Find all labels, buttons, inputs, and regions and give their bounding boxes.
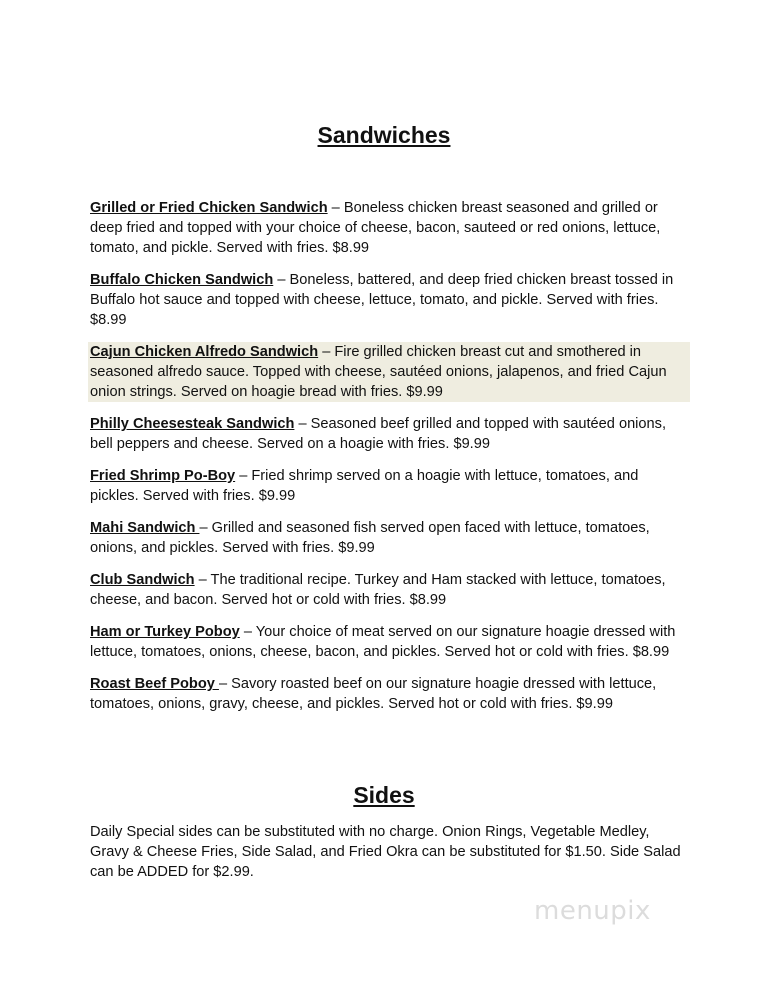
item-name: Buffalo Chicken Sandwich [90, 272, 274, 288]
list-item [90, 414, 682, 454]
item-name: Roast Beef Poboy [90, 676, 219, 692]
item-description: – Fried shrimp served on a hoagie with lettuce, tomatoes, and pickles. Served with fries. $9.99 [90, 468, 639, 504]
list-item [90, 570, 682, 610]
item-description: – Boneless chicken breast seasoned and grilled or deep fried and topped with your choice of cheese, bacon, sauteed or red onions, lettuce, tomato, and pickle. Served with fries. $8.99 [90, 200, 661, 256]
item-description: – The traditional recipe. Turkey and Ham stacked with lettuce, tomatoes, cheese, and bacon. Served hot or cold with fries. $8.99 [90, 572, 666, 608]
item-description: – Grilled and seasoned fish served open faced with lettuce, tomatoes, onions, and pickles. Served with fries. $9.99 [90, 520, 650, 556]
sides-title: Sides [353, 782, 415, 808]
item-description: – Your choice of meat served on our signature hoagie dressed with lettuce, tomatoes, onions, cheese, bacon, and pickles. Served hot or cold with fries. $8.99 [90, 624, 676, 660]
list-item [90, 622, 682, 662]
list-item [90, 674, 682, 714]
item-name: Philly Cheesesteak Sandwich [90, 416, 295, 432]
list-item [90, 198, 682, 258]
page-title: Sandwiches [317, 122, 451, 148]
list-item [90, 270, 682, 330]
item-description: – Seasoned beef grilled and topped with sautéed onions, bell peppers and cheese. Served on a hoagie with fries. $9.99 [90, 416, 667, 452]
item-description: – Fire grilled chicken breast cut and smothered in seasoned alfredo sauce. Topped with cheese, sautéed onions, jalapenos, and fried Cajun onion strings. Served on hoagie bread with fries. $9.99 [90, 344, 667, 400]
list-item-highlighted [88, 342, 690, 402]
item-name: Cajun Chicken Alfredo Sandwich [90, 344, 319, 360]
sandwich-list [90, 198, 682, 726]
list-item [90, 466, 682, 506]
item-name: Mahi Sandwich [90, 520, 200, 536]
watermark-logo: menupix [534, 896, 651, 926]
item-name: Fried Shrimp Po-Boy [90, 468, 236, 484]
item-description: – Savory roasted beef on our signature hoagie dressed with lettuce, tomatoes, onions, gravy, cheese, and pickles. Served hot or cold with fries. $9.99 [90, 676, 657, 712]
item-name: Club Sandwich [90, 572, 195, 588]
item-description: – Boneless, battered, and deep fried chicken breast tossed in Buffalo hot sauce and topped with cheese, lettuce, tomato, and pickle. Served with fries. $8.99 [90, 272, 674, 328]
item-name: Ham or Turkey Poboy [90, 624, 240, 640]
item-name: Grilled or Fried Chicken Sandwich [90, 200, 328, 216]
sides-description: Daily Special sides can be substituted with no charge. Onion Rings, Vegetable Medley, Gravy & Cheese Fries, Side Salad, and Fried Okra can be substituted for $1.50. Side Salad can be ADDED for $2.99. [90, 824, 681, 880]
list-item [90, 518, 682, 558]
